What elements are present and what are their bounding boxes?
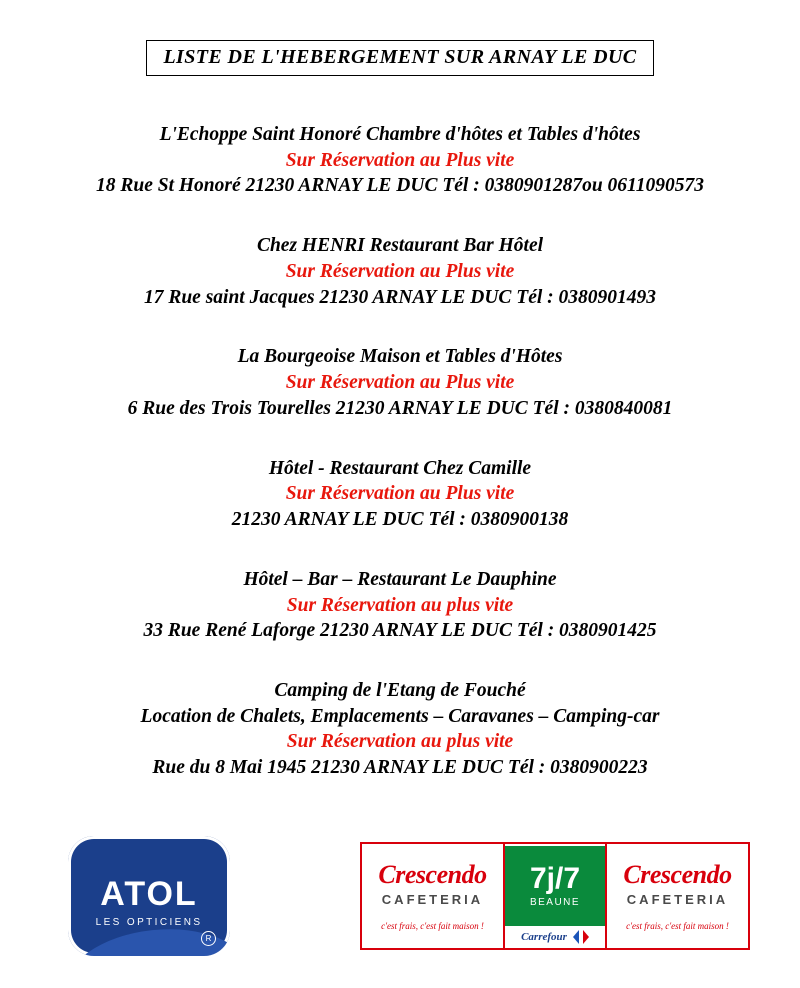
entry-note: Sur Réservation au Plus vite [285, 483, 515, 505]
atol-tagline: LES OPTICIENS [95, 916, 203, 928]
list-item [0, 456, 800, 533]
entry-address: 17 Rue saint Jacques 21230 ARNAY LE DUC Tél : 0380901493 [143, 286, 657, 308]
carrefour-partner [505, 926, 605, 948]
atol-logo-inner [68, 836, 230, 956]
crescendo-center-panel [503, 844, 607, 948]
list-item [0, 344, 800, 421]
document-page [0, 40, 800, 988]
crescendo-right-slogan: c'est frais, c'est fait maison ! [626, 920, 729, 931]
carrefour-icon [573, 930, 589, 944]
opening-days-badge [505, 846, 605, 926]
entry-note: Sur Réservation au plus vite [286, 731, 514, 753]
entry-name: Hôtel – Bar – Restaurant Le Dauphine [243, 568, 557, 590]
entry-note: Sur Réservation au Plus vite [285, 372, 515, 394]
list-item [0, 567, 800, 644]
listing-container [0, 122, 800, 781]
crescendo-left-wordmark: Crescendo [378, 859, 487, 889]
list-item [0, 233, 800, 310]
atol-logo [68, 836, 230, 956]
crescendo-left-slogan: c'est frais, c'est fait maison ! [381, 920, 484, 931]
crescendo-right-panel [607, 844, 748, 948]
city-label: BEAUNE [529, 897, 581, 908]
entry-name: Chez HENRI Restaurant Bar Hôtel [256, 235, 544, 257]
entry-name: Hôtel - Restaurant Chez Camille [268, 457, 532, 479]
crescendo-banner [360, 842, 750, 950]
entry-name: L'Echoppe Saint Honoré Chambre d'hôtes et Tables d'hôtes [159, 124, 641, 145]
opening-days-value: 7j/7 [529, 862, 581, 895]
title-container [0, 40, 800, 76]
page-title: LISTE DE L'HEBERGEMENT SUR ARNAY LE DUC [146, 40, 653, 76]
entry-address: 21230 ARNAY LE DUC Tél : 0380900138 [231, 509, 569, 531]
crescendo-left-panel [362, 844, 503, 948]
entry-address: Rue du 8 Mai 1945 21230 ARNAY LE DUC Tél : 0380900223 [152, 757, 648, 779]
crescendo-left-subtitle: CAFETERIA [381, 891, 484, 907]
entry-name: La Bourgeoise Maison et Tables d'Hôtes [237, 346, 563, 368]
list-item [0, 122, 800, 199]
entry-note: Sur Réservation au Plus vite [285, 260, 515, 282]
entry-address: 33 Rue René Laforge 21230 ARNAY LE DUC Tél : 0380901425 [143, 620, 657, 642]
entry-address: 18 Rue St Honoré 21230 ARNAY LE DUC Tél : 0380901287ou 0611090573 [96, 175, 704, 197]
entry-note: Sur Réservation au Plus vite [285, 149, 515, 171]
atol-wordmark: ATOL [100, 874, 198, 913]
registered-trademark-icon: R [201, 931, 216, 946]
crescendo-right-subtitle: CAFETERIA [626, 891, 729, 907]
logo-strip [0, 836, 800, 976]
crescendo-right-wordmark: Crescendo [623, 859, 732, 889]
carrefour-wordmark: Carrefour [521, 931, 567, 943]
entry-note: Sur Réservation au plus vite [286, 594, 514, 616]
entry-subname: Location de Chalets, Emplacements – Caravanes – Camping-car [140, 705, 660, 727]
entry-address: 6 Rue des Trois Tourelles 21230 ARNAY LE DUC Tél : 0380840081 [127, 397, 673, 419]
entry-name: Camping de l'Etang de Fouché [274, 680, 526, 702]
list-item [0, 678, 800, 781]
